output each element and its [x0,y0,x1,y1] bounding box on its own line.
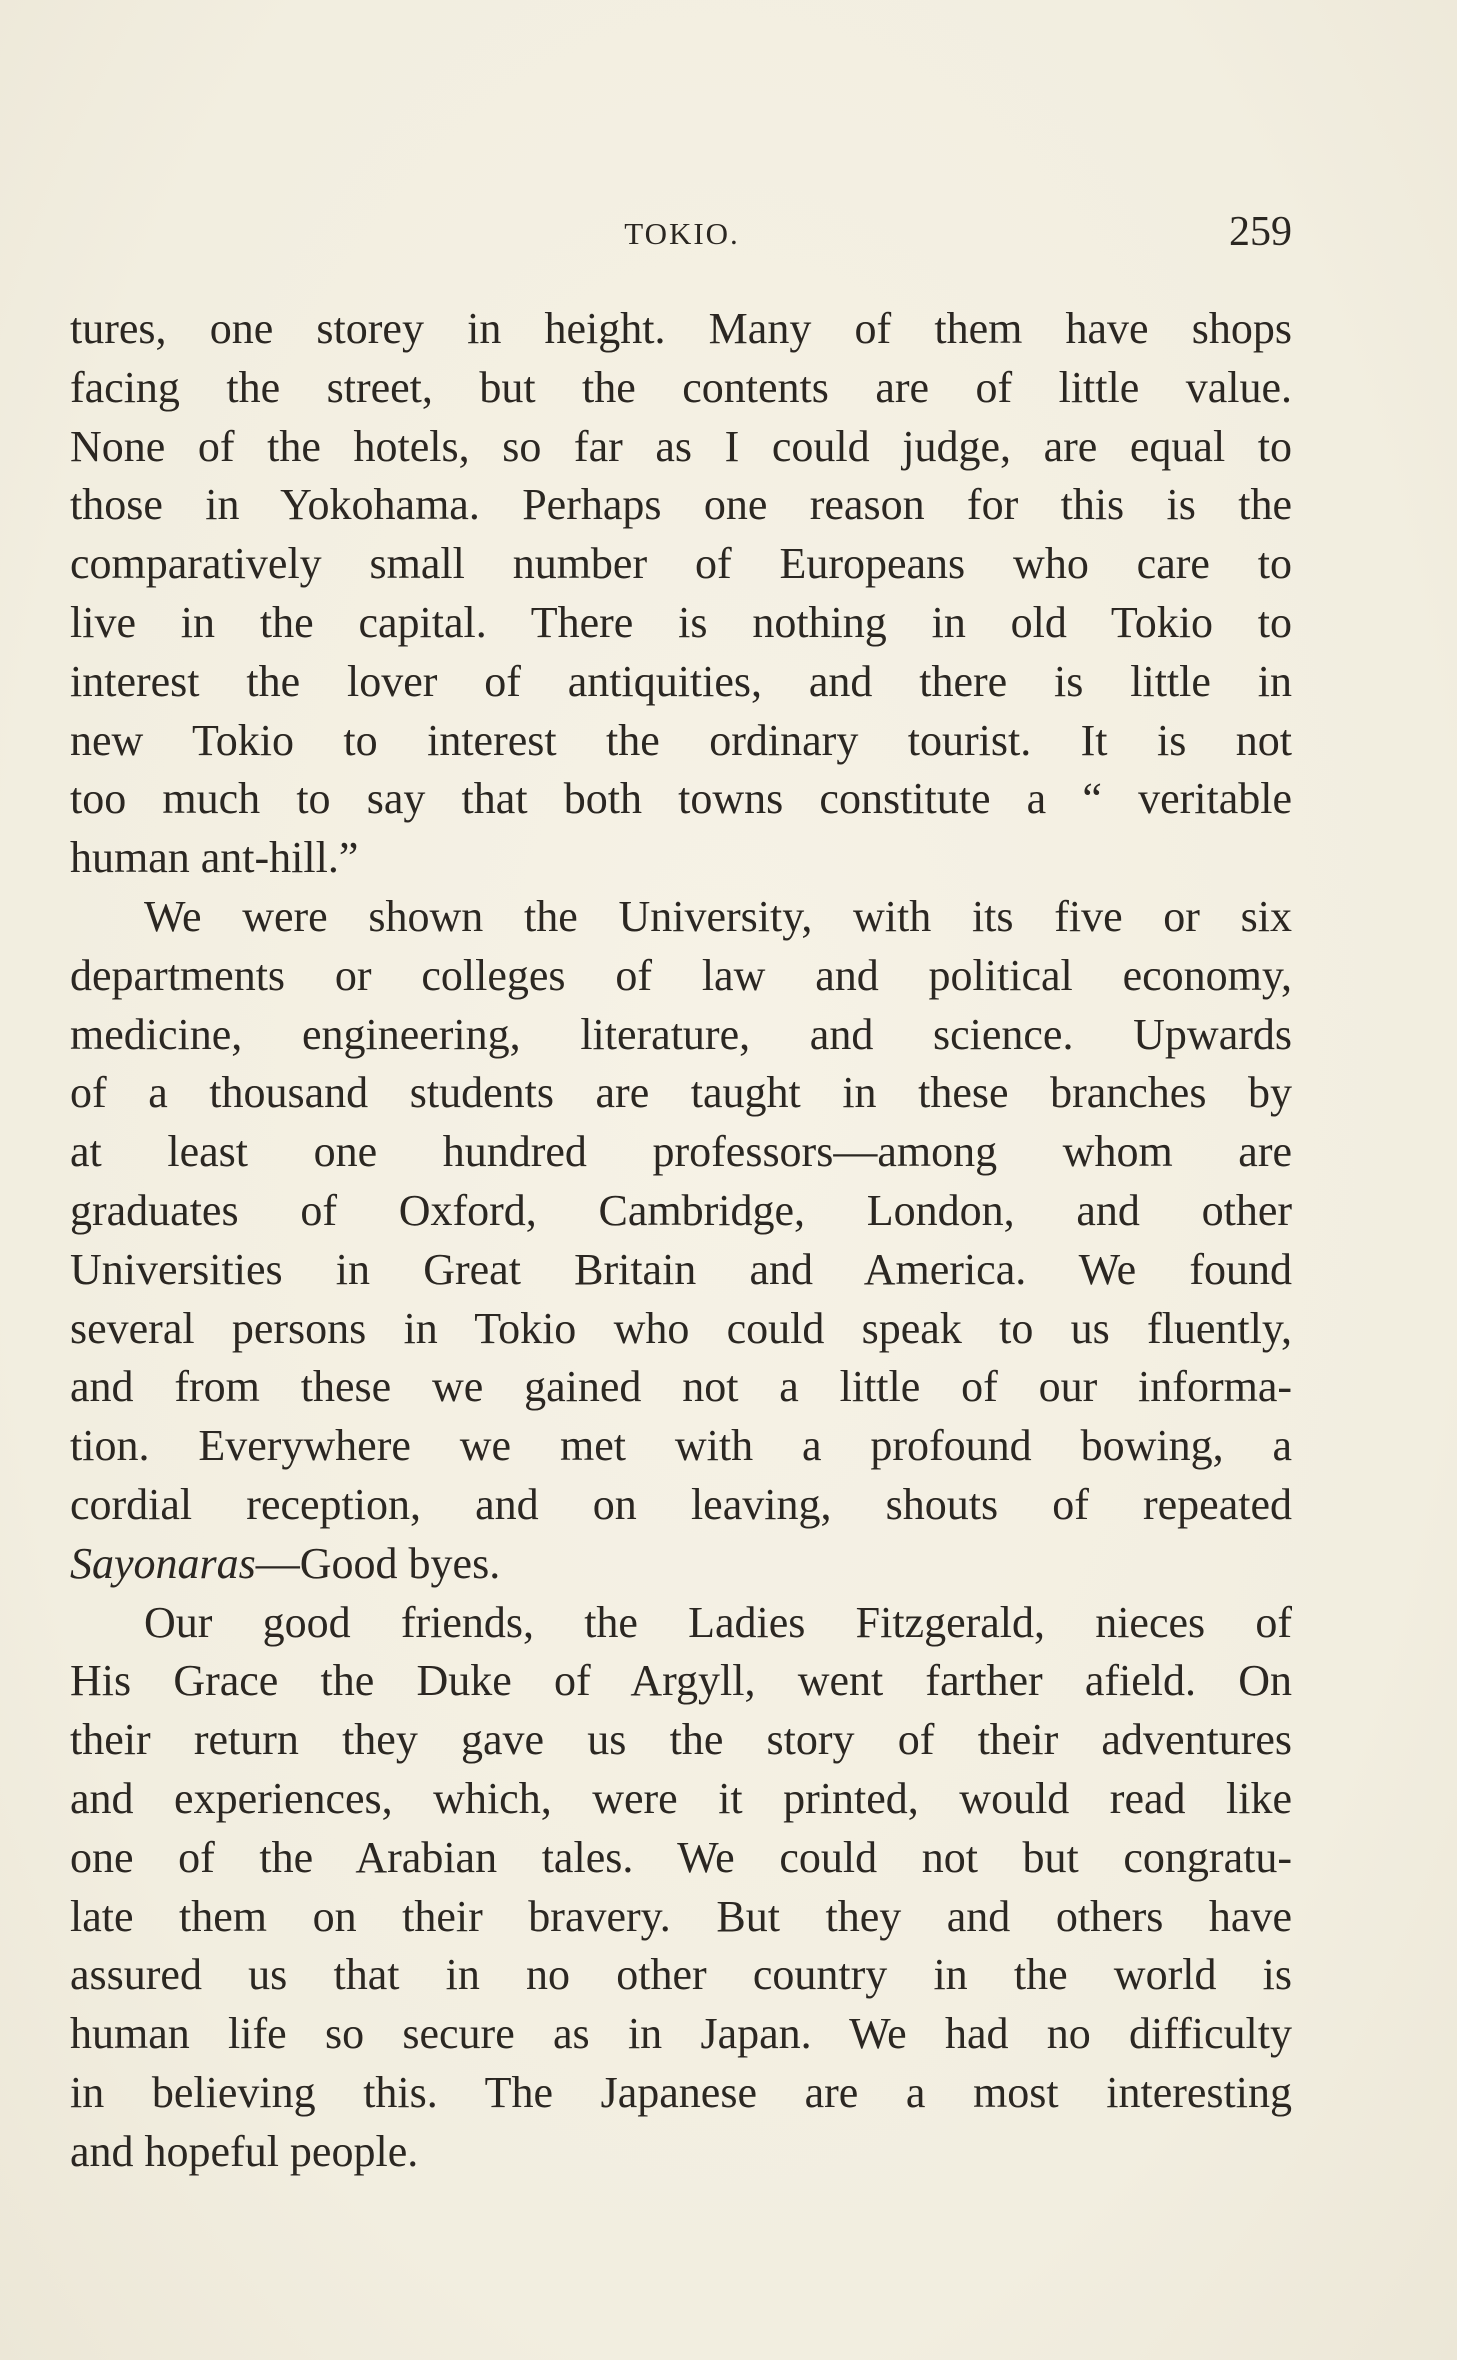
italic-word: Sayonaras [70,1538,256,1588]
text-line [70,1535,1292,1594]
text-line: live in the capital. There is nothing in old Tokio to [70,597,1292,647]
text-line: new Tokio to interest the ordinary tourist. It is not [70,715,1292,765]
text-line: graduates of Oxford, Cambridge, London, and other [70,1185,1292,1235]
text-line: interest the lover of antiquities, and there is little in [70,656,1292,706]
text-line: tures, one storey in height. Many of them have shops [70,304,1292,353]
text-line: too much to say that both towns constitute a “ veritable [70,774,1292,824]
text-line: cordial reception, and on leaving, shouts of repeated [70,1479,1292,1529]
running-header [72,208,1292,258]
paragraph [70,300,1292,888]
text-line: Universities in Great Britain and America. We found [70,1244,1292,1294]
text-line: of a thousand students are taught in these branches by [70,1068,1292,1118]
paragraph [70,888,1292,1594]
text-line: None of the hotels, so far as I could judge, are equal to [70,421,1292,471]
page-number: 259 [1229,209,1292,255]
text-line: human life so secure as in Japan. We had no difficulty [70,2009,1292,2059]
text-line: late them on their bravery. But they and others have [70,1891,1292,1941]
text-line: Our good friends, the Ladies Fitzgerald, nieces of [144,1597,1292,1647]
paragraph [70,1594,1292,2182]
text-line: in believing this. The Japanese are a most interesting [70,2067,1292,2117]
text-line: those in Yokohama. Perhaps one reason for this is the [70,480,1292,530]
text-line: human ant-hill.” [70,833,359,883]
text-line: comparatively small number of Europeans who care to [70,539,1292,589]
text-line: and from these we gained not a little of our informa- [70,1362,1292,1412]
text-line: one of the Arabian tales. We could not but congratu- [70,1832,1292,1882]
running-title: TOKIO. [624,216,740,251]
text-line: We were shown the University, with its five or six [144,891,1292,941]
text-line: facing the street, but the contents are of little value. [70,362,1292,412]
text-line: and experiences, which, were it printed, would read like [70,1773,1292,1823]
body-text [70,300,1292,2182]
text-line: and hopeful people. [70,2126,419,2176]
closing-text: —Good byes. [255,1538,501,1588]
text-line: several persons in Tokio who could speak to us fluently, [70,1303,1292,1353]
text-line: departments or colleges of law and political economy, [70,950,1292,1000]
text-line: tion. Everywhere we met with a profound bowing, a [70,1421,1292,1471]
text-line: His Grace the Duke of Argyll, went farther afield. On [70,1656,1292,1706]
text-line: assured us that in no other country in the world is [70,1950,1292,2000]
text-line: medicine, engineering, literature, and science. Upwards [70,1009,1292,1059]
text-line: their return they gave us the story of their adventures [70,1715,1292,1765]
text-line: at least one hundred professors—among whom are [70,1127,1292,1177]
